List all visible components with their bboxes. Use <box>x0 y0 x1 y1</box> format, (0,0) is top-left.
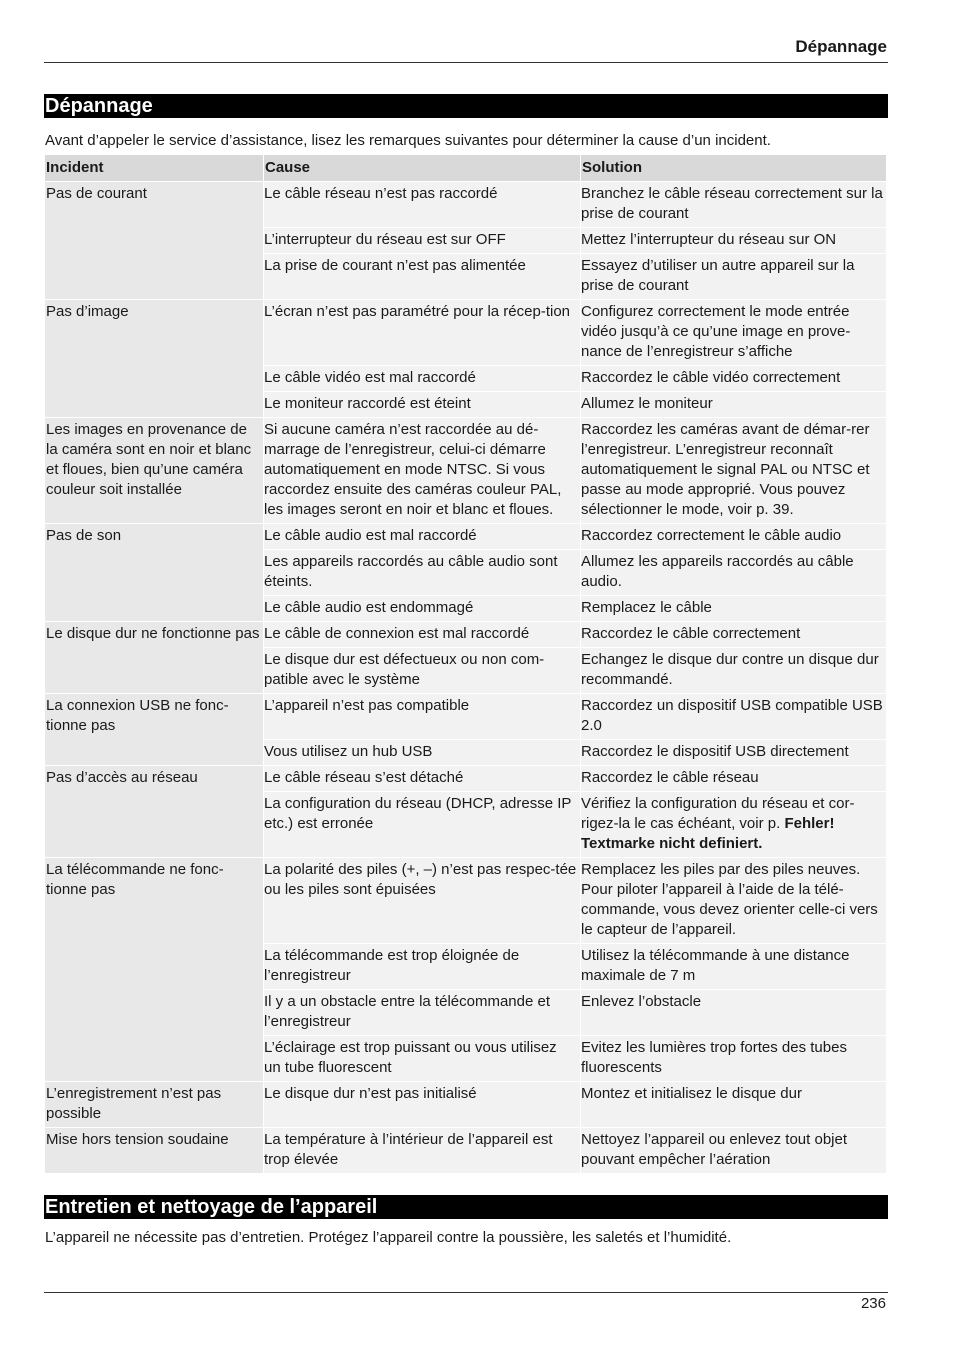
solution-cell: Nettoyez l’appareil ou enlevez tout objet pouvant empêcher l’aération <box>581 1128 886 1173</box>
solution-cell: Evitez les lumières trop fortes des tubes fluorescents <box>581 1036 886 1081</box>
table-row <box>45 1128 886 1173</box>
solution-cell: Mettez l’interrupteur du réseau sur ON <box>581 228 886 253</box>
table-row <box>45 1082 886 1127</box>
table-row <box>45 182 886 227</box>
incident-cell: Mise hors tension soudaine <box>45 1128 263 1173</box>
table-row <box>45 524 886 549</box>
solution-cell: Raccordez les caméras avant de démar-rer l’enregistreur. L’enregistreur reconnaît automatiquement le signal PAL ou NTSC et passe au mode approprié. Vous pouvez sélectionner le mode, voir p. 39. <box>581 418 886 523</box>
incident-cell: Pas d’image <box>45 300 263 417</box>
maintenance-paragraph: L’appareil ne nécessite pas d’entretien. Protégez l’appareil contre la poussière, les saletés et l’humidité. <box>45 1229 732 1246</box>
table-body <box>45 182 886 1173</box>
incident-cell: La télécommande ne fonc-tionne pas <box>45 858 263 1081</box>
cause-cell: La télécommande est trop éloignée de l’enregistreur <box>264 944 580 989</box>
cause-cell: Le disque dur est défectueux ou non com-patible avec le système <box>264 648 580 693</box>
solution-cell <box>581 792 886 857</box>
cause-cell: Le disque dur n’est pas initialisé <box>264 1082 580 1127</box>
cause-cell: Le câble réseau n’est pas raccordé <box>264 182 580 227</box>
cause-cell: Le câble de connexion est mal raccordé <box>264 622 580 647</box>
header-divider <box>44 62 888 63</box>
solution-cell: Raccordez le câble réseau <box>581 766 886 791</box>
solution-cell: Echangez le disque dur contre un disque dur recommandé. <box>581 648 886 693</box>
table-row <box>45 858 886 943</box>
incident-cell: Pas de son <box>45 524 263 621</box>
column-header-cause: Cause <box>264 155 580 181</box>
cause-cell: Il y a un obstacle entre la télécommande et l’enregistreur <box>264 990 580 1035</box>
solution-text: Vérifiez la configuration du réseau et cor-rigez-la le cas échéant, voir p. <box>581 795 855 832</box>
column-header-solution: Solution <box>581 155 886 181</box>
solution-cell: Branchez le câble réseau correctement sur la prise de courant <box>581 182 886 227</box>
solution-cell: Configurez correctement le mode entrée vidéo jusqu’à ce qu’une image en prove-nance de l’enregistreur s’affiche <box>581 300 886 365</box>
cause-cell: L’éclairage est trop puissant ou vous utilisez un tube fluorescent <box>264 1036 580 1081</box>
solution-cell: Raccordez le câble vidéo correctement <box>581 366 886 391</box>
incident-cell: Pas de courant <box>45 182 263 299</box>
cause-cell: Le câble vidéo est mal raccordé <box>264 366 580 391</box>
table-header-row <box>45 155 886 181</box>
intro-paragraph: Avant d’appeler le service d’assistance, lisez les remarques suivantes pour déterminer la cause d’un incident. <box>45 132 771 149</box>
cause-cell: L’écran n’est pas paramétré pour la récep-tion <box>264 300 580 365</box>
running-header-title: Dépannage <box>795 37 887 56</box>
table-row <box>45 418 886 523</box>
page-number: 236 <box>860 1295 886 1312</box>
column-header-incident: Incident <box>45 155 263 181</box>
cause-cell: L’interrupteur du réseau est sur OFF <box>264 228 580 253</box>
troubleshooting-table <box>44 154 887 1174</box>
cause-cell: L’appareil n’est pas compatible <box>264 694 580 739</box>
footer-divider <box>44 1292 888 1293</box>
solution-cell: Remplacez les piles par des piles neuves. Pour piloter l’appareil à l’aide de la télé-commande, vous devez orienter celle-ci vers le capteur de l’appareil. <box>581 858 886 943</box>
cause-cell: Vous utilisez un hub USB <box>264 740 580 765</box>
table-row <box>45 622 886 647</box>
incident-cell: La connexion USB ne fonc-tionne pas <box>45 694 263 765</box>
section-heading-troubleshooting: Dépannage <box>44 94 888 118</box>
cause-cell: La prise de courant n’est pas alimentée <box>264 254 580 299</box>
cause-cell: La température à l’intérieur de l’appareil est trop élevée <box>264 1128 580 1173</box>
table-row <box>45 766 886 791</box>
incident-cell: Les images en provenance de la caméra sont en noir et blanc et floues, bien qu’une caméra couleur soit installée <box>45 418 263 523</box>
cause-cell: Le câble audio est mal raccordé <box>264 524 580 549</box>
cause-cell: La configuration du réseau (DHCP, adresse IP etc.) est erronée <box>264 792 580 857</box>
cause-cell: La polarité des piles (+, –) n’est pas respec-tée ou les piles sont épuisées <box>264 858 580 943</box>
cause-cell: Si aucune caméra n’est raccordée au dé-marrage de l’enregistreur, celui-ci démarre automatiquement en mode NTSC. Si vous raccordez ensuite des caméras couleur PAL, les images seront en noir et blanc et floues. <box>264 418 580 523</box>
table-row <box>45 300 886 365</box>
cause-cell: Les appareils raccordés au câble audio sont éteints. <box>264 550 580 595</box>
table-row <box>45 694 886 739</box>
solution-cell: Raccordez correctement le câble audio <box>581 524 886 549</box>
solution-cell: Raccordez un dispositif USB compatible USB 2.0 <box>581 694 886 739</box>
solution-cell: Allumez le moniteur <box>581 392 886 417</box>
solution-reference-error: Fehler! Textmarke nicht definiert. <box>581 815 835 852</box>
solution-cell: Raccordez le dispositif USB directement <box>581 740 886 765</box>
incident-cell: L’enregistrement n’est pas possible <box>45 1082 263 1127</box>
solution-cell: Allumez les appareils raccordés au câble audio. <box>581 550 886 595</box>
cause-cell: Le câble audio est endommagé <box>264 596 580 621</box>
incident-cell: Le disque dur ne fonctionne pas <box>45 622 263 693</box>
solution-cell: Remplacez le câble <box>581 596 886 621</box>
solution-cell: Raccordez le câble correctement <box>581 622 886 647</box>
section-heading-maintenance: Entretien et nettoyage de l’appareil <box>44 1195 888 1219</box>
cause-cell: Le câble réseau s’est détaché <box>264 766 580 791</box>
cause-cell: Le moniteur raccordé est éteint <box>264 392 580 417</box>
solution-cell: Enlevez l’obstacle <box>581 990 886 1035</box>
solution-cell: Essayez d’utiliser un autre appareil sur la prise de courant <box>581 254 886 299</box>
solution-cell: Montez et initialisez le disque dur <box>581 1082 886 1127</box>
incident-cell: Pas d’accès au réseau <box>45 766 263 857</box>
solution-cell: Utilisez la télécommande à une distance maximale de 7 m <box>581 944 886 989</box>
